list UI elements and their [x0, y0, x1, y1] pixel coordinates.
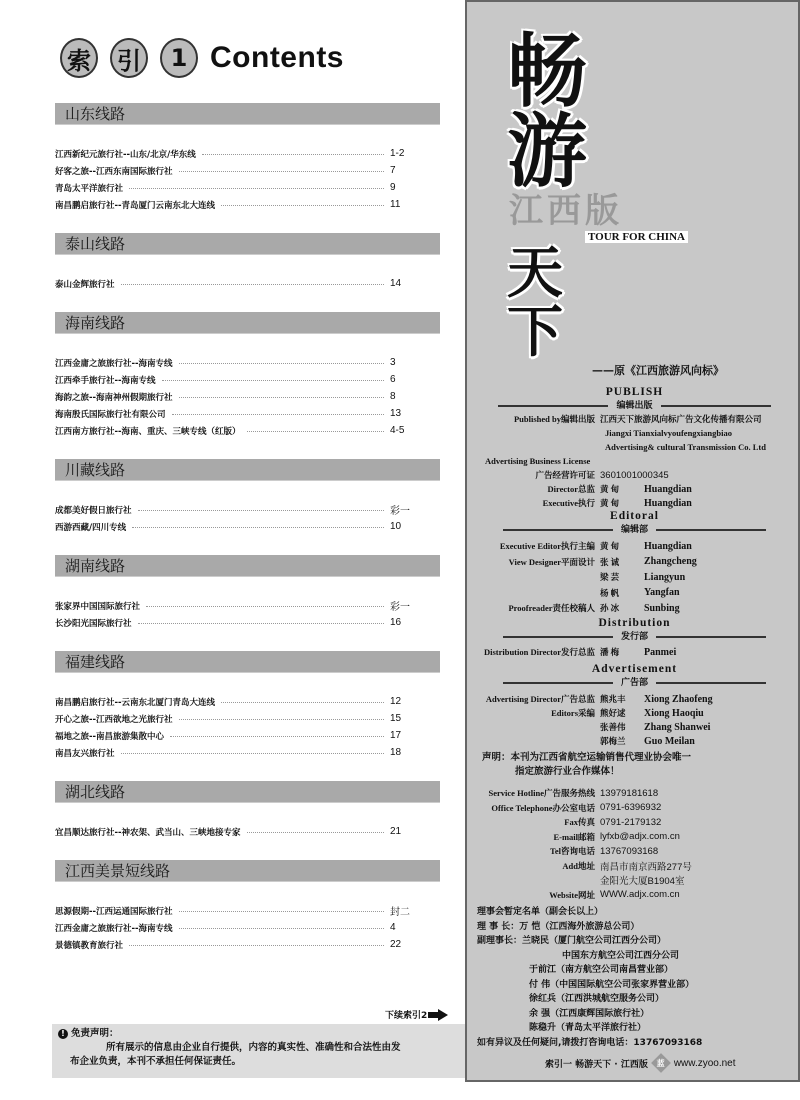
distribution-heading [467, 618, 800, 642]
role-label: Executive Editor执行主编 [499, 541, 595, 551]
entry-title: 南昌友兴旅行社 [55, 748, 115, 759]
entry-title: 南昌鹏启旅行社--云南东北厦门青岛大连线 [55, 697, 216, 708]
distribution-heading-en: Distribution [598, 617, 671, 629]
person-pinyin: Zhang Shanwei [644, 721, 711, 733]
page-number: 彩一 [390, 602, 410, 613]
list-item[interactable] [55, 919, 440, 936]
page-number: 14 [390, 278, 402, 289]
role-label: Advertising Director广告总监 [485, 694, 595, 704]
title-char-yin: 引 [110, 38, 148, 78]
entry-title: 西游西藏/四川专线 [55, 522, 127, 533]
contact-value: 0791-2179132 [600, 816, 662, 828]
council-chair: 理 事 长：万 恺（江西海外旅游总公司） [477, 921, 640, 932]
contact-value: 13767093168 [600, 845, 659, 857]
section-header: 江西美景短线路 [55, 860, 440, 882]
entry-title: 海韵之旅--海南神州假期旅行社 [55, 392, 173, 403]
page-number: 彩一 [390, 506, 410, 517]
council-member: 中国东方航空公司江西分公司 [562, 950, 680, 961]
editorial-heading-zh: 编辑部 [620, 524, 648, 534]
page-number: 13 [390, 408, 402, 419]
section [55, 651, 440, 761]
contact-value: lyfxb@adjx.com.cn [600, 831, 680, 842]
arrow-right-icon [438, 1009, 448, 1021]
executive-pinyin: Huangdian [644, 497, 692, 509]
publisher-en: Advertising& cultural Transmission Co. Ltd [605, 442, 766, 452]
info-icon: ! [58, 1029, 68, 1039]
license-en: Advertising Business License [485, 456, 591, 466]
director-name: 黄 甸 [600, 484, 620, 494]
page-number: 4 [390, 922, 396, 933]
entry-title: 江西南方旅行社--海南、重庆、三峡专线（红版） [55, 426, 241, 437]
title-char-suo: 索 [60, 38, 98, 78]
distribution-pinyin: Panmei [644, 646, 677, 658]
dot-leader [146, 606, 384, 607]
dot-leader [132, 527, 384, 528]
list-item[interactable] [55, 196, 440, 213]
page-number: 11 [390, 199, 401, 210]
credit-row [467, 706, 704, 720]
dot-leader [129, 945, 384, 946]
entry-title: 张家界中国国际旅行社 [55, 601, 141, 612]
dot-leader [179, 397, 384, 398]
person-pinyin: Zhangcheng [644, 556, 697, 567]
publisher-row [467, 412, 762, 426]
council-member: 付 伟（中国国际航空公司张家界营业部） [529, 979, 695, 990]
dot-leader [221, 702, 384, 703]
website-link[interactable]: www.zyoo.net [673, 1057, 736, 1069]
role-label: Editors采编 [551, 708, 595, 718]
logo-char-4: 下 [507, 300, 563, 365]
publisher-pinyin: Jiangxi Tianxialvyoufengxiangbiao [605, 428, 732, 438]
dot-leader [129, 188, 384, 189]
entry-title: 海南殷氏国际旅行社有限公司 [55, 409, 166, 420]
publisher-label: Published by编辑出版 [513, 414, 595, 424]
list-item[interactable] [55, 597, 440, 614]
director-pinyin: Huangdian [644, 483, 692, 495]
publish-heading-en: PUBLISH [605, 386, 664, 398]
section [55, 103, 440, 213]
person-pinyin: Liangyun [644, 571, 686, 583]
disclaimer-line-1: 所有展示的信息由企业自行提供，内容的真实性、准确性和合法性由发 [106, 1042, 401, 1053]
entry-title: 青岛太平洋旅行社 [55, 183, 124, 194]
executive-row [467, 496, 692, 510]
section [55, 860, 440, 953]
council-member: 余 强（江西康辉国际旅行社） [529, 1008, 650, 1019]
dot-leader [179, 911, 384, 912]
page-number: 3 [390, 357, 396, 368]
tagline: TOUR FOR CHINA [585, 231, 688, 243]
distribution-heading-zh: 发行部 [620, 631, 648, 641]
contact-row [467, 844, 658, 858]
contact-row [467, 786, 658, 800]
entry-title: 长沙阳光国际旅行社 [55, 618, 132, 629]
footer-text: 索引一 畅游天下 · 江西版 [545, 1059, 648, 1070]
entry-title: 成都美好假日旅行社 [55, 505, 132, 516]
section-header: 湖北线路 [55, 781, 440, 803]
dot-leader [121, 753, 384, 754]
contact-row [467, 815, 661, 829]
list-item[interactable] [55, 405, 440, 422]
person-pinyin: Huangdian [644, 540, 692, 552]
editorial-heading-en: Editoral [610, 510, 659, 522]
section-header: 海南线路 [55, 312, 440, 334]
page-number: 18 [390, 747, 402, 758]
license-label: 广告经营许可证 [535, 470, 595, 480]
title-number: 1 [160, 38, 198, 78]
person-name: 孙 冰 [600, 603, 620, 613]
distribution-label: Distribution Director发行总监 [483, 647, 595, 657]
credit-row [467, 570, 685, 584]
editorial-heading [467, 511, 800, 535]
dot-leader [179, 719, 384, 720]
contact-label: Tel咨询电话 [549, 846, 595, 856]
badge-text: 蓝 [656, 1058, 665, 1068]
logo-char-2: 游 [507, 105, 587, 198]
dot-leader [247, 431, 384, 432]
page-title [60, 38, 344, 78]
council-contact: 如有异议及任何疑问,请拨打咨询电话：13767093168 [477, 1037, 703, 1048]
director-row [467, 482, 692, 496]
contact-label: Website网址 [549, 889, 595, 900]
person-name: 梁 芸 [600, 572, 620, 582]
contact-row [467, 830, 680, 844]
masthead-panel [465, 0, 800, 1082]
license-row [467, 468, 669, 482]
credit-row [467, 720, 710, 734]
license-number: 3601001000345 [600, 469, 669, 481]
contact-row [467, 873, 684, 887]
page-number: 17 [390, 730, 402, 741]
entry-title: 好客之旅--江西东南国际旅行社 [55, 166, 173, 177]
dot-leader [170, 736, 384, 737]
credit-row [467, 586, 680, 600]
contact-label: Office Telephone办公室电话 [491, 802, 595, 813]
contact-value: 13979181618 [600, 787, 659, 799]
list-item[interactable] [55, 710, 440, 727]
section-header: 福建线路 [55, 651, 440, 673]
list-item[interactable] [55, 275, 440, 292]
page-number: 7 [390, 165, 396, 176]
page-number: 1-2 [390, 148, 405, 159]
disclaimer-title: 免责声明： [71, 1028, 119, 1039]
advertisement-heading-zh: 广告部 [620, 677, 648, 687]
section [55, 233, 440, 292]
entry-title: 江西金庸之旅旅行社--海南专线 [55, 358, 173, 369]
page-number: 12 [390, 696, 402, 707]
entry-title: 福地之旅--南昌旅游集散中心 [55, 731, 165, 742]
list-item[interactable] [55, 727, 440, 744]
director-label: Director总监 [547, 484, 595, 494]
person-name: 郭梅兰 [600, 736, 626, 746]
page-number: 9 [390, 182, 396, 193]
dot-leader [179, 171, 384, 172]
list-item[interactable] [55, 614, 440, 631]
page-number: 21 [390, 826, 402, 837]
logo-char-1: 畅 [507, 25, 587, 118]
page-footer [545, 1056, 736, 1070]
council-member: 徐红兵（江西洪城航空服务公司） [529, 994, 665, 1004]
council-vice: 副理事长：兰晓民（厦门航空公司江西分公司） [477, 936, 667, 946]
person-name: 张 诚 [600, 556, 620, 567]
page-number: 8 [390, 391, 396, 402]
section-header: 泰山线路 [55, 233, 440, 255]
section [55, 459, 440, 535]
publish-heading [467, 387, 800, 411]
entry-title: 宜昌顺达旅行社--神农架、武当山、三峡地接专家 [55, 827, 241, 838]
list-item[interactable] [55, 422, 440, 439]
contact-value: WWW.adjx.com.cn [600, 889, 680, 900]
entry-title: 南昌鹏启旅行社--青岛厦门云南东北大连线 [55, 200, 216, 211]
contact-value: 南昌市南京西路277号 [600, 861, 692, 873]
page-number: 15 [390, 713, 402, 724]
dot-leader [138, 623, 384, 624]
contact-row [467, 859, 692, 873]
entry-title: 江西金庸之旅旅行社--海南专线 [55, 923, 173, 934]
section-header: 湖南线路 [55, 555, 440, 577]
statement-line-1: 声明：本刊为江西省航空运输销售代理业协会唯一 [482, 752, 692, 763]
advertisement-heading-en: Advertisement [591, 663, 678, 675]
contact-label: Fax传真 [564, 817, 595, 827]
edition-label: 江西版 [509, 191, 623, 231]
person-name: 熊好逑 [600, 708, 626, 718]
dot-leader [121, 284, 384, 285]
list-item[interactable] [55, 145, 440, 162]
page-number: 10 [390, 521, 402, 532]
list-item[interactable] [55, 518, 440, 535]
credit-row [467, 555, 697, 569]
distribution-name: 潘 梅 [600, 647, 620, 657]
credit-row [467, 692, 713, 706]
person-name: 黄 甸 [600, 541, 620, 551]
entry-title: 泰山金辉旅行社 [55, 279, 115, 290]
contact-value: 金阳光大厦B1904室 [600, 876, 685, 887]
entry-title: 景德镇教育旅行社 [55, 940, 124, 951]
dot-leader [179, 928, 384, 929]
dot-leader [138, 510, 384, 511]
executive-name: 黄 甸 [600, 498, 620, 508]
disclaimer-box [52, 1024, 466, 1078]
person-pinyin: Xiong Haoqiu [644, 707, 704, 719]
credit-row [467, 734, 695, 748]
person-name: 张善伟 [600, 722, 626, 732]
list-item[interactable] [55, 371, 440, 388]
person-name: 杨 帆 [600, 587, 620, 598]
council-list [477, 905, 702, 1050]
person-name: 熊兆丰 [600, 694, 626, 704]
contact-row [467, 801, 661, 815]
list-item[interactable] [55, 902, 440, 919]
statement-line-2: 指定旅游行业合作媒体！ [515, 766, 620, 777]
section [55, 312, 440, 439]
badge-icon [651, 1053, 671, 1073]
entry-title: 开心之旅--江西欲地之光旅行社 [55, 714, 173, 725]
contact-label: E-mail邮箱 [553, 831, 595, 842]
role-label: View Designer平面设计 [508, 556, 595, 567]
list-item[interactable] [55, 744, 440, 761]
contact-label: Add地址 [562, 860, 595, 871]
section [55, 781, 440, 840]
contact-value: 0791-6396932 [600, 802, 662, 813]
contact-label: Service Hotline广告服务热线 [488, 788, 595, 798]
contact-row [467, 888, 680, 902]
dot-leader [162, 380, 384, 381]
person-pinyin: Guo Meilan [644, 735, 695, 747]
list-item[interactable] [55, 693, 440, 710]
page-number: 16 [390, 617, 402, 628]
person-pinyin: Sunbing [644, 602, 680, 614]
statement [482, 751, 691, 779]
page-number: 22 [390, 939, 402, 950]
dot-leader [172, 414, 384, 415]
advertisement-heading [467, 664, 800, 688]
title-contents: Contents [210, 41, 344, 74]
section [55, 555, 440, 631]
council-member: 陈稳升（青岛太平洋旅行社） [529, 1023, 647, 1033]
contents-list [55, 103, 440, 973]
list-item[interactable] [55, 179, 440, 196]
publish-heading-zh: 编辑出版 [616, 400, 653, 410]
section-header: 山东线路 [55, 103, 440, 125]
disclaimer-line-2: 布企业负责，本刊不承担任何保证责任。 [70, 1056, 242, 1067]
credit-row [467, 601, 680, 615]
executive-label: Executive执行 [542, 498, 595, 508]
dot-leader [247, 832, 384, 833]
list-item[interactable] [55, 823, 440, 840]
page-number: 4-5 [390, 425, 405, 436]
list-item[interactable] [55, 936, 440, 953]
list-item[interactable] [55, 162, 440, 179]
publisher-org: 江西天下旅游风向标广告文化传播有限公司 [600, 414, 762, 424]
dot-leader [202, 154, 384, 155]
distribution-row [467, 645, 676, 659]
dot-leader [179, 363, 384, 364]
section-header: 川藏线路 [55, 459, 440, 481]
credit-row [467, 539, 692, 553]
next-label: 下续索引2 [385, 1011, 428, 1021]
list-item[interactable] [55, 388, 440, 405]
entry-title: 江西牵手旅行社--海南专线 [55, 375, 156, 386]
page-number: 封二 [390, 907, 410, 918]
entry-title: 江西新纪元旅行社--山东/北京/华东线 [55, 149, 196, 160]
logo-char-3: 天 [507, 241, 563, 306]
continue-next-index[interactable] [385, 1008, 448, 1021]
dot-leader [221, 205, 384, 206]
council-member: 于前江（南方航空公司南昌营业部） [529, 965, 674, 975]
role-label: Proofreader责任校稿人 [508, 603, 595, 613]
person-pinyin: Xiong Zhaofeng [644, 693, 713, 705]
list-item[interactable] [55, 501, 440, 518]
council-title: 理事会暂定名单（副会长以上） [477, 907, 604, 917]
page-number: 6 [390, 374, 396, 385]
list-item[interactable] [55, 354, 440, 371]
former-title: ——原《江西旅游风向标》 [592, 364, 724, 377]
entry-title: 思源假期--江西运通国际旅行社 [55, 906, 173, 917]
person-pinyin: Yangfan [644, 587, 680, 598]
